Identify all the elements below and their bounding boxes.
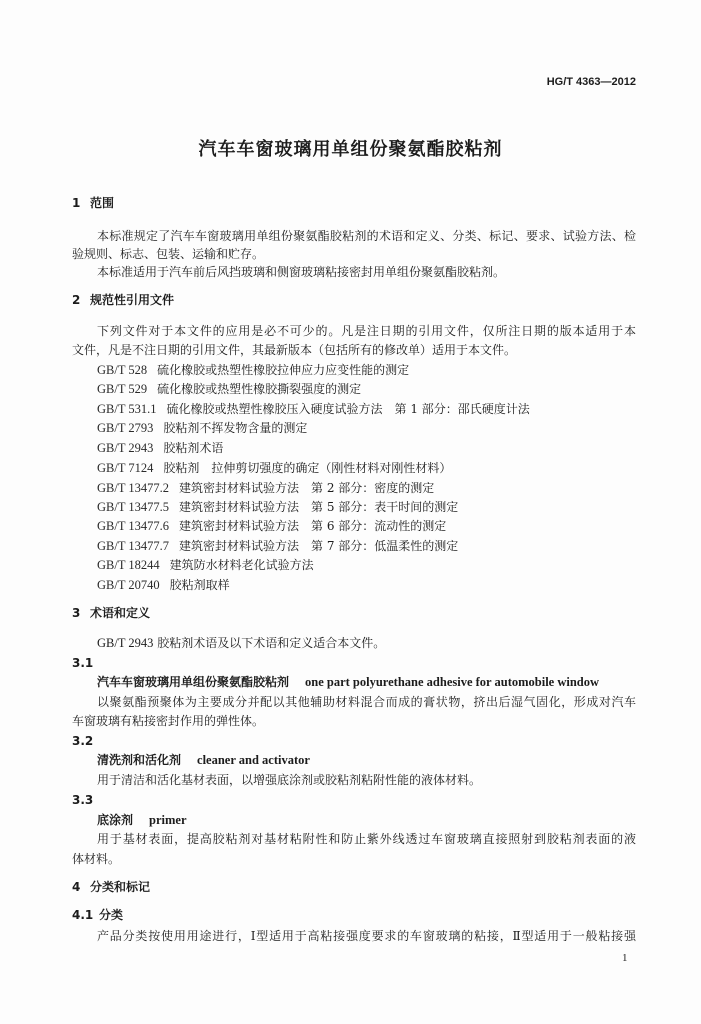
document-title: 汽车车窗玻璃用单组份聚氨酯胶粘剂 — [198, 139, 503, 160]
reference-title: 硫化橡胶或热塑性橡胶撕裂强度的测定 — [157, 382, 362, 396]
reference-code: GB/T 7124 — [97, 461, 154, 475]
definition-line: 车窗玻璃有粘接密封作用的弹性体。 — [72, 714, 265, 728]
reference-item — [97, 381, 636, 398]
section-heading-terms-definitions — [72, 605, 636, 622]
reference-code: GB/T 18244 — [97, 558, 160, 572]
section-number: 4 — [72, 880, 81, 894]
term-number: 3.2 — [72, 734, 94, 748]
reference-item — [97, 499, 636, 516]
reference-code: GB/T 13477.5 — [97, 500, 169, 514]
section-heading-normative-references — [72, 292, 636, 309]
reference-code: GB/T 13477.6 — [97, 519, 169, 533]
reference-item — [97, 538, 636, 555]
reference-code: GB/T 20740 — [97, 578, 160, 592]
section-heading-scope — [72, 195, 636, 212]
reference-item — [97, 440, 636, 457]
section-heading-classification — [72, 879, 636, 896]
term-entry — [97, 674, 636, 691]
reference-title: 胶粘剂不挥发物含量的测定 — [163, 421, 308, 435]
reference-title: 建筑密封材料试验方法 第 5 部分：表干时间的测定 — [179, 500, 459, 514]
term-entry — [97, 812, 636, 829]
subsection-title: 分类 — [99, 908, 124, 922]
definition-line: 用于清洁和活化基材表面，以增强底涂剂或胶粘剂粘附性能的液体材料。 — [97, 773, 482, 787]
reference-title: 胶粘剂术语 — [163, 441, 224, 455]
definition-line: 用于基材表面，提高胶粘剂对基材粘附性和防止紫外线透过车窗玻璃直接照射到胶粘剂表面的液 — [97, 832, 636, 846]
reference-title: 胶粘剂取样 — [169, 578, 230, 592]
reference-code: GB/T 13477.7 — [97, 539, 169, 553]
term-number: 3.1 — [72, 656, 94, 670]
reference-item — [97, 362, 636, 379]
reference-title: 硫化橡胶或热塑性橡胶压入硬度试验方法 第 1 部分：邵氏硬度计法 — [166, 402, 530, 416]
page-number: 1 — [622, 952, 628, 964]
term-name-en: one part polyurethane adhesive for automobile window — [305, 675, 600, 689]
standard-code-header: HG/T 4363—2012 — [546, 76, 636, 88]
term-name-zh: 清洗剂和活化剂 — [97, 753, 182, 767]
term-number: 3.3 — [72, 793, 94, 807]
section-title: 分类和标记 — [90, 880, 151, 894]
reference-item — [97, 480, 636, 497]
reference-item — [97, 460, 636, 477]
paragraph-line: 产品分类按使用用途进行，Ⅰ型适用于高粘接强度要求的车窗玻璃的粘接，Ⅱ型适用于一般粘接强 — [97, 929, 636, 943]
paragraph-line: 本标准规定了汽车车窗玻璃用单组份聚氨酯胶粘剂的术语和定义、分类、标记、要求、试验方法、检 — [97, 229, 636, 243]
paragraph-line: 文件，凡是不注日期的引用文件，其最新版本（包括所有的修改单）适用于本文件。 — [72, 343, 517, 357]
subsection-heading — [72, 907, 636, 924]
reference-title: 胶粘剂 拉伸剪切强度的确定（刚性材料对刚性材料） — [163, 461, 452, 475]
section-number: 2 — [72, 293, 81, 307]
reference-item — [97, 401, 636, 418]
reference-title: 建筑密封材料试验方法 第 6 部分：流动性的测定 — [179, 519, 447, 533]
paragraph-line: 验规则、标志、包装、运输和贮存。 — [72, 247, 265, 261]
reference-title: 硫化橡胶或热塑性橡胶拉伸应力应变性能的测定 — [157, 363, 410, 377]
section-title: 术语和定义 — [90, 606, 151, 620]
reference-code: GB/T 2793 — [97, 421, 154, 435]
term-name-zh: 汽车车窗玻璃用单组份聚氨酯胶粘剂 — [97, 675, 290, 689]
reference-title: 建筑密封材料试验方法 第 7 部分：低温柔性的测定 — [179, 539, 459, 553]
reference-code: GB/T 529 — [97, 382, 148, 396]
definition-line: 以聚氨酯预聚体为主要成分并配以其他辅助材料混合而成的膏状物，挤出后湿气固化，形成对汽车 — [97, 695, 636, 709]
reference-item — [97, 577, 636, 594]
term-name-en: primer — [149, 813, 187, 827]
section-title: 范围 — [90, 196, 115, 210]
reference-title: 建筑密封材料试验方法 第 2 部分：密度的测定 — [179, 481, 435, 495]
term-entry — [97, 752, 636, 769]
reference-item — [97, 557, 636, 574]
reference-item — [97, 420, 636, 437]
paragraph-text: 胶粘剂术语及以下术语和定义适合本文件。 — [153, 636, 386, 650]
paragraph-line — [97, 635, 636, 652]
subsection-number: 4.1 — [72, 908, 94, 922]
reference-code: GB/T 528 — [97, 363, 148, 377]
reference-code: GB/T 2943 — [97, 441, 154, 455]
reference-title: 建筑防水材料老化试验方法 — [169, 558, 314, 572]
paragraph-line: 本标准适用于汽车前后风挡玻璃和侧窗玻璃粘接密封用单组份聚氨酯胶粘剂。 — [97, 265, 506, 279]
definition-line: 体材料。 — [72, 852, 121, 866]
term-name-en: cleaner and activator — [197, 753, 310, 767]
section-title: 规范性引用文件 — [90, 293, 175, 307]
reference-code: GB/T 2943 — [97, 636, 154, 650]
section-number: 3 — [72, 606, 81, 620]
paragraph-line: 下列文件对于本文件的应用是必不可少的。凡是注日期的引用文件，仅所注日期的版本适用于本 — [97, 324, 636, 338]
term-name-zh: 底涂剂 — [97, 813, 134, 827]
section-number: 1 — [72, 196, 81, 210]
reference-item — [97, 518, 636, 535]
reference-code: GB/T 531.1 — [97, 402, 157, 416]
reference-code: GB/T 13477.2 — [97, 481, 169, 495]
